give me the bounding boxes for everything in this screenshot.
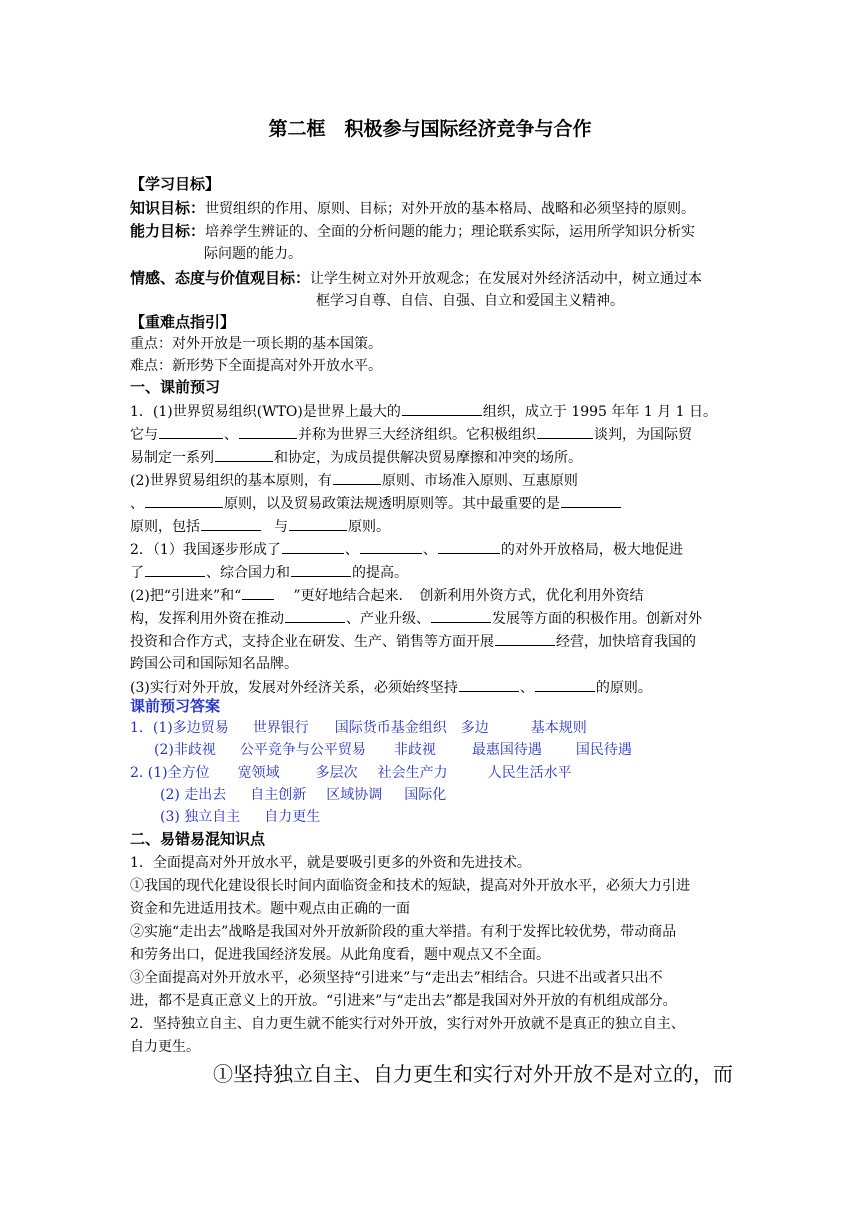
preview-q2-line2 xyxy=(130,562,408,583)
preview-q2-line3 xyxy=(130,585,643,606)
blank xyxy=(201,516,261,531)
confusion-p6: ③全面提高对外开放水平，必须坚持“引进来”与“走出去”相结合。只进不出或者只出不 xyxy=(130,970,663,986)
blank xyxy=(431,608,491,623)
blank xyxy=(242,585,274,600)
q-text: 构，发挥利用外资在推动 xyxy=(130,611,284,627)
preview-q2-line4 xyxy=(130,608,702,629)
q-text: (2)把“引进来”和“ xyxy=(130,588,242,604)
confusion-p7: 进，都不是真正意义上的开放。“引进来”与“走出去”都是我国对外开放的有机组成部分。 xyxy=(130,993,677,1009)
answer-row-2 xyxy=(154,740,632,760)
preview-q2-line1 xyxy=(130,539,683,560)
q-text: 组织，成立于 1995 年年 1 月 1 日。 xyxy=(482,404,718,420)
page-title: 第二框 积极参与国际经济竞争与合作 xyxy=(268,118,592,140)
knowledge-objective xyxy=(130,198,695,219)
q-text: 、 xyxy=(422,542,437,558)
answers-heading: 课前预习答案 xyxy=(130,697,221,715)
q-text: 了 xyxy=(130,565,144,581)
emotion-objective xyxy=(130,268,702,289)
q-text: 、产业升级、 xyxy=(346,611,430,627)
ability-objective xyxy=(130,221,695,242)
preview-q3 xyxy=(130,677,652,698)
blank xyxy=(291,562,351,577)
q-text: 、 xyxy=(519,680,534,696)
answer-item: 人民生活水平 xyxy=(487,765,572,781)
blank xyxy=(438,539,500,554)
q-text: 发展等方面的积极作用。创新对外 xyxy=(492,611,702,627)
q-text: ”更好地结合起来． 创新利用外资方式，优化利用外资结 xyxy=(293,588,644,604)
blank xyxy=(289,516,347,531)
confusion-heading: 二、易错易混知识点 xyxy=(130,830,266,848)
answer-item: 自力更生 xyxy=(264,809,321,825)
answer-item: 多边 xyxy=(460,720,489,736)
answer-row-4 xyxy=(160,785,446,805)
confusion-p3: 资金和先进适用技术。题中观点由正确的一面 xyxy=(130,901,410,917)
q-text: 投资和合作方式，支持企业在研发、生产、销售等方面开展 xyxy=(130,634,494,650)
answer-item: 基本规则 xyxy=(530,720,587,736)
emotion-label: 情感、态度与价值观目标： xyxy=(130,269,311,287)
answer-item: 区域协调 xyxy=(326,787,383,803)
answer-row-3 xyxy=(130,763,572,783)
key-point: 重点：对外开放是一项长期的基本国策。 xyxy=(130,336,382,352)
q-text: 、 xyxy=(344,542,359,558)
confusion-p2: ①我国的现代化建设很长时间内面临资金和技术的短缺，提高对外开放水平，必须大力引进 xyxy=(130,878,690,894)
blank xyxy=(535,677,595,692)
confusion-p9: 自力更生。 xyxy=(130,1039,200,1055)
answer-item: 多层次 xyxy=(315,765,358,781)
q-text: 1．(1)世界贸易组织(WTO)是世界上最大的 xyxy=(130,404,401,420)
answer-item: 最惠国待遇 xyxy=(471,742,542,758)
blank xyxy=(333,470,381,485)
knowledge-text: 世贸组织的作用、原则、目标；对外开放的基本格局、战略和必须坚持的原则。 xyxy=(205,201,696,217)
answer-item: 宽领域 xyxy=(237,765,280,781)
preview-q1-line4 xyxy=(130,470,578,491)
confusion-p10: ①坚持独立自主、自力更生和实行对外开放不是对立的，而 xyxy=(213,1062,733,1086)
preview-heading: 一、课前预习 xyxy=(130,378,221,396)
blank xyxy=(537,424,593,439)
q-text: 、 xyxy=(224,427,238,443)
q-text: 经营，加快培育我国的 xyxy=(556,634,696,650)
blank xyxy=(282,539,344,554)
confusion-p5: 和劳务出口，促进我国经济发展。从此角度看，题中观点又不全面。 xyxy=(130,947,550,963)
emotion-text: 让学生树立对外开放观念；在发展对外经济活动中，树立通过本 xyxy=(310,271,703,287)
preview-q1-line1 xyxy=(130,401,717,422)
q-text: 、 xyxy=(130,496,144,512)
answer-item: 1．(1)多边贸易 xyxy=(130,720,229,736)
answer-item: 社会生产力 xyxy=(377,765,448,781)
ability-text-cont: 际问题的能力。 xyxy=(204,246,302,262)
q-text: 的对外开放格局，极大地促进 xyxy=(500,542,683,558)
q-text: 2．（1）我国逐步形成了 xyxy=(130,542,281,558)
q-text: 原则，包括 xyxy=(130,519,200,535)
answer-item: 自主创新 xyxy=(250,787,307,803)
blank xyxy=(145,562,205,577)
knowledge-label: 知识目标： xyxy=(130,199,206,217)
answer-item: (2) 走出去 xyxy=(160,787,227,803)
answer-item: 国际货币基金组织 xyxy=(334,720,447,736)
answer-item: 非歧视 xyxy=(393,742,436,758)
blank xyxy=(459,677,519,692)
blank xyxy=(360,539,422,554)
answer-item: 国民待遇 xyxy=(575,742,632,758)
preview-q2-line5 xyxy=(130,631,696,652)
q-text: 原则、市场准入原则、互惠原则 xyxy=(381,473,578,489)
q-text: 并称为世界三大经济组织。它积极组织 xyxy=(298,427,536,443)
ability-text: 培养学生辨证的、全面的分析问题的能力；理论联系实际，运用所学知识分析实 xyxy=(205,224,696,240)
blank xyxy=(561,493,621,508)
confusion-p4: ②实施“走出去”战略是我国对外开放新阶段的重大举措。有利于发挥比较优势，带动商品 xyxy=(130,924,677,940)
preview-q1-line3 xyxy=(130,447,582,468)
q-text: 原则，以及贸易政策法规透明原则等。其中最重要的是 xyxy=(224,496,560,512)
blank xyxy=(159,424,223,439)
q-text: 易制定一系列 xyxy=(130,450,214,466)
answer-item: 国际化 xyxy=(404,787,447,803)
blank xyxy=(285,608,345,623)
answer-item: 2. (1)全方位 xyxy=(130,765,210,781)
q-text: 原则。 xyxy=(348,519,390,535)
q-text: 谈判，为国际贸 xyxy=(594,427,692,443)
answer-item: 公平竞争与公平贸易 xyxy=(239,742,366,758)
q-text: (3)实行对外开放，发展对外经济关系，必须始终坚持 xyxy=(130,680,458,696)
objectives-heading: 【学习目标】 xyxy=(130,175,221,193)
q-text: 和协定，为成员提供解决贸易摩擦和冲突的场所。 xyxy=(274,450,582,466)
answer-item: (2)非歧视 xyxy=(154,742,216,758)
preview-q2-line6: 跨国公司和国际知名品牌。 xyxy=(130,656,298,672)
preview-q1-line5 xyxy=(130,493,622,514)
q-text: (2)世界贸易组织的基本原则，有 xyxy=(130,473,332,489)
q-text: 的原则。 xyxy=(595,680,652,696)
ability-label: 能力目标： xyxy=(130,222,206,240)
q-text: 的提高。 xyxy=(352,565,408,581)
answer-item: 世界银行 xyxy=(252,720,309,736)
blank xyxy=(239,424,297,439)
q-text: 与 xyxy=(274,519,288,535)
blank xyxy=(495,631,555,646)
emotion-text-cont: 框学习自尊、自信、自强、自立和爱国主义精神。 xyxy=(316,293,624,309)
answer-item: (3) 独立自主 xyxy=(160,809,241,825)
confusion-p8: 2．坚持独立自主、自力更生就不能实行对外开放，实行对外开放就不是真正的独立自主、 xyxy=(130,1016,685,1032)
keypoints-heading: 【重难点指引】 xyxy=(130,313,236,331)
answer-row-5 xyxy=(160,807,320,827)
difficulty-point: 难点：新形势下全面提高对外开放水平。 xyxy=(130,358,382,374)
blank xyxy=(402,401,482,416)
q-text: 、综合国力和 xyxy=(206,565,290,581)
blank xyxy=(215,447,273,462)
q-text: 它与 xyxy=(130,427,158,443)
answer-row-1 xyxy=(130,718,587,738)
blank xyxy=(145,493,223,508)
preview-q1-line6 xyxy=(130,516,390,537)
confusion-p1: 1．全面提高对外开放水平，就是要吸引更多的外资和先进技术。 xyxy=(130,855,531,871)
preview-q1-line2 xyxy=(130,424,692,445)
